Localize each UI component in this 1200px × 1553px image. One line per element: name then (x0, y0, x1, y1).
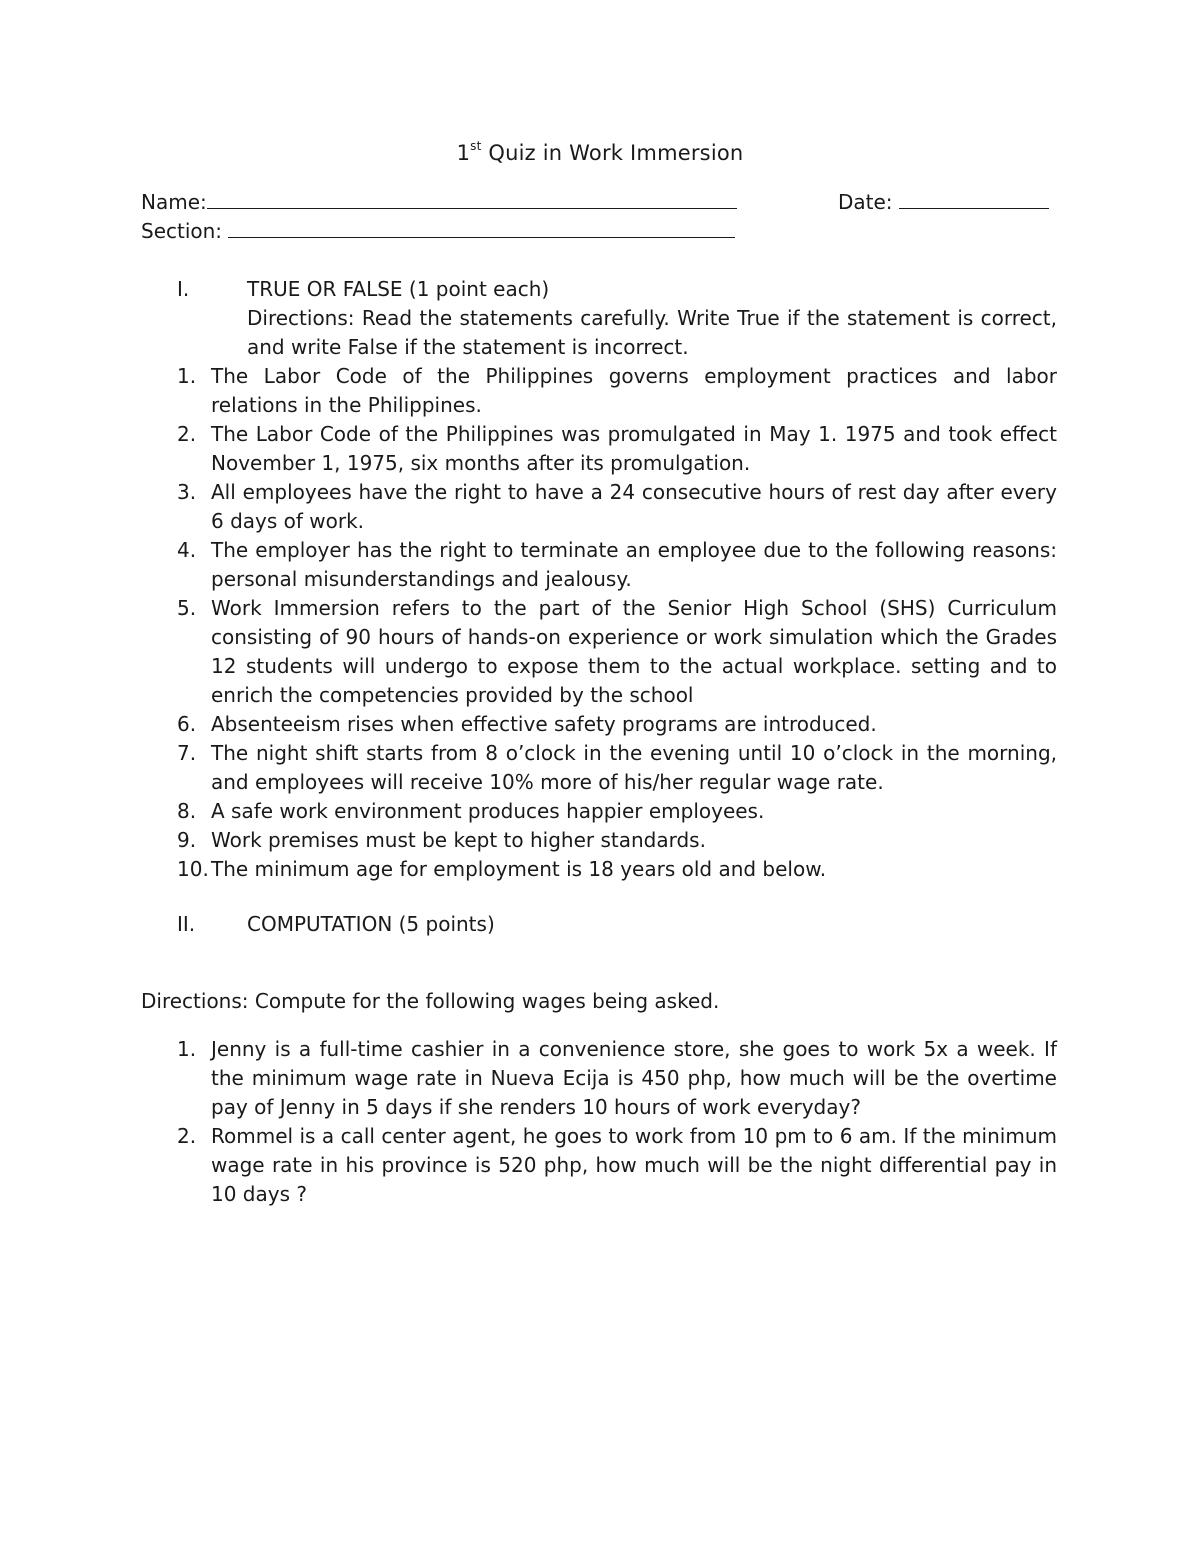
question-text: The Labor Code of the Philippines was promulgated in May 1. 1975 and took effect November 1, 1975, six months after its promulgation. (211, 422, 1057, 475)
question-item (141, 826, 1057, 855)
title-rest: Quiz in Work Immersion (481, 141, 744, 165)
question-text: The Labor Code of the Philippines governs employment practices and labor relations in the Philippines. (211, 364, 1057, 417)
question-number: 2. (177, 1124, 197, 1148)
question-number: 8. (177, 799, 197, 823)
question-item (141, 739, 1057, 797)
question-number: 9. (177, 828, 197, 852)
title-prefix: 1 (456, 141, 471, 165)
part2-directions: Directions: Compute for the following wages being asked. (141, 989, 720, 1013)
question-item (141, 362, 1057, 420)
question-text: Work Immersion refers to the part of the Senior High School (SHS) Curriculum consisting of 90 hours of hands-on experience or work simulation which the Grades 12 students will undergo to expose them to the actual workplace. setting and to enrich the competencies provided by the school (211, 596, 1057, 707)
question-number: 4. (177, 538, 197, 562)
question-number: 1. (177, 364, 197, 388)
part1-title: TRUE OR FALSE (1 point each) (247, 277, 550, 301)
question-item (141, 1122, 1057, 1209)
question-text: Jenny is a full-time cashier in a convenience store, she goes to work 5x a week. If the minimum wage rate in Nueva Ecija is 450 php, how much will be the overtime pay of Jenny in 5 days if she renders 10 hours of work everyday? (211, 1037, 1057, 1119)
question-text: A safe work environment produces happier employees. (211, 799, 765, 823)
question-text: Work premises must be kept to higher standards. (211, 828, 706, 852)
question-number: 1. (177, 1037, 197, 1061)
date-blank[interactable] (899, 188, 1049, 209)
title-superscript: st (470, 139, 482, 153)
section-blank[interactable] (228, 217, 735, 238)
part2-question-list (141, 1035, 1057, 1209)
question-text: All employees have the right to have a 24 consecutive hours of rest day after every 6 days of work. (211, 480, 1057, 533)
page-title (0, 139, 1200, 168)
part1-numeral: I. (177, 277, 190, 301)
question-item (141, 420, 1057, 478)
question-number: 6. (177, 712, 197, 736)
name-blank[interactable] (207, 188, 737, 209)
question-item (141, 797, 1057, 826)
question-text: Absenteeism rises when effective safety programs are introduced. (211, 712, 877, 736)
question-item (141, 710, 1057, 739)
question-text: The night shift starts from 8 o’clock in the evening until 10 o’clock in the morning, and employees will receive 10% more of his/her regular wage rate. (211, 741, 1057, 794)
question-item (141, 594, 1057, 710)
question-number: 2. (177, 422, 197, 446)
question-number: 5. (177, 596, 197, 620)
question-item (141, 536, 1057, 594)
question-number: 7. (177, 741, 197, 765)
date-label: Date: (838, 190, 893, 214)
section-field[interactable] (141, 217, 735, 246)
question-text: Rommel is a call center agent, he goes to work from 10 pm to 6 am. If the minimum wage rate in his province is 520 php, how much will be the night differential pay in 10 days ? (211, 1124, 1057, 1206)
question-item (141, 478, 1057, 536)
question-text: The employer has the right to terminate an employee due to the following reasons: personal misunderstandings and jealousy. (211, 538, 1057, 591)
part1-directions: Directions: Read the statements carefully. Write True if the statement is correct, and write False if the statement is incorrect. (247, 306, 1057, 359)
question-text: The minimum age for employment is 18 years old and below. (211, 857, 827, 881)
question-number: 10. (177, 857, 209, 881)
part2-numeral: II. (177, 912, 196, 936)
name-field[interactable] (141, 188, 737, 217)
name-label: Name: (141, 190, 207, 214)
section-label: Section: (141, 219, 223, 243)
part1-question-list (141, 362, 1057, 884)
question-item (141, 855, 1057, 884)
question-number: 3. (177, 480, 197, 504)
question-item (141, 1035, 1057, 1122)
date-field[interactable] (838, 188, 1049, 217)
part2-title: COMPUTATION (5 points) (247, 912, 495, 936)
